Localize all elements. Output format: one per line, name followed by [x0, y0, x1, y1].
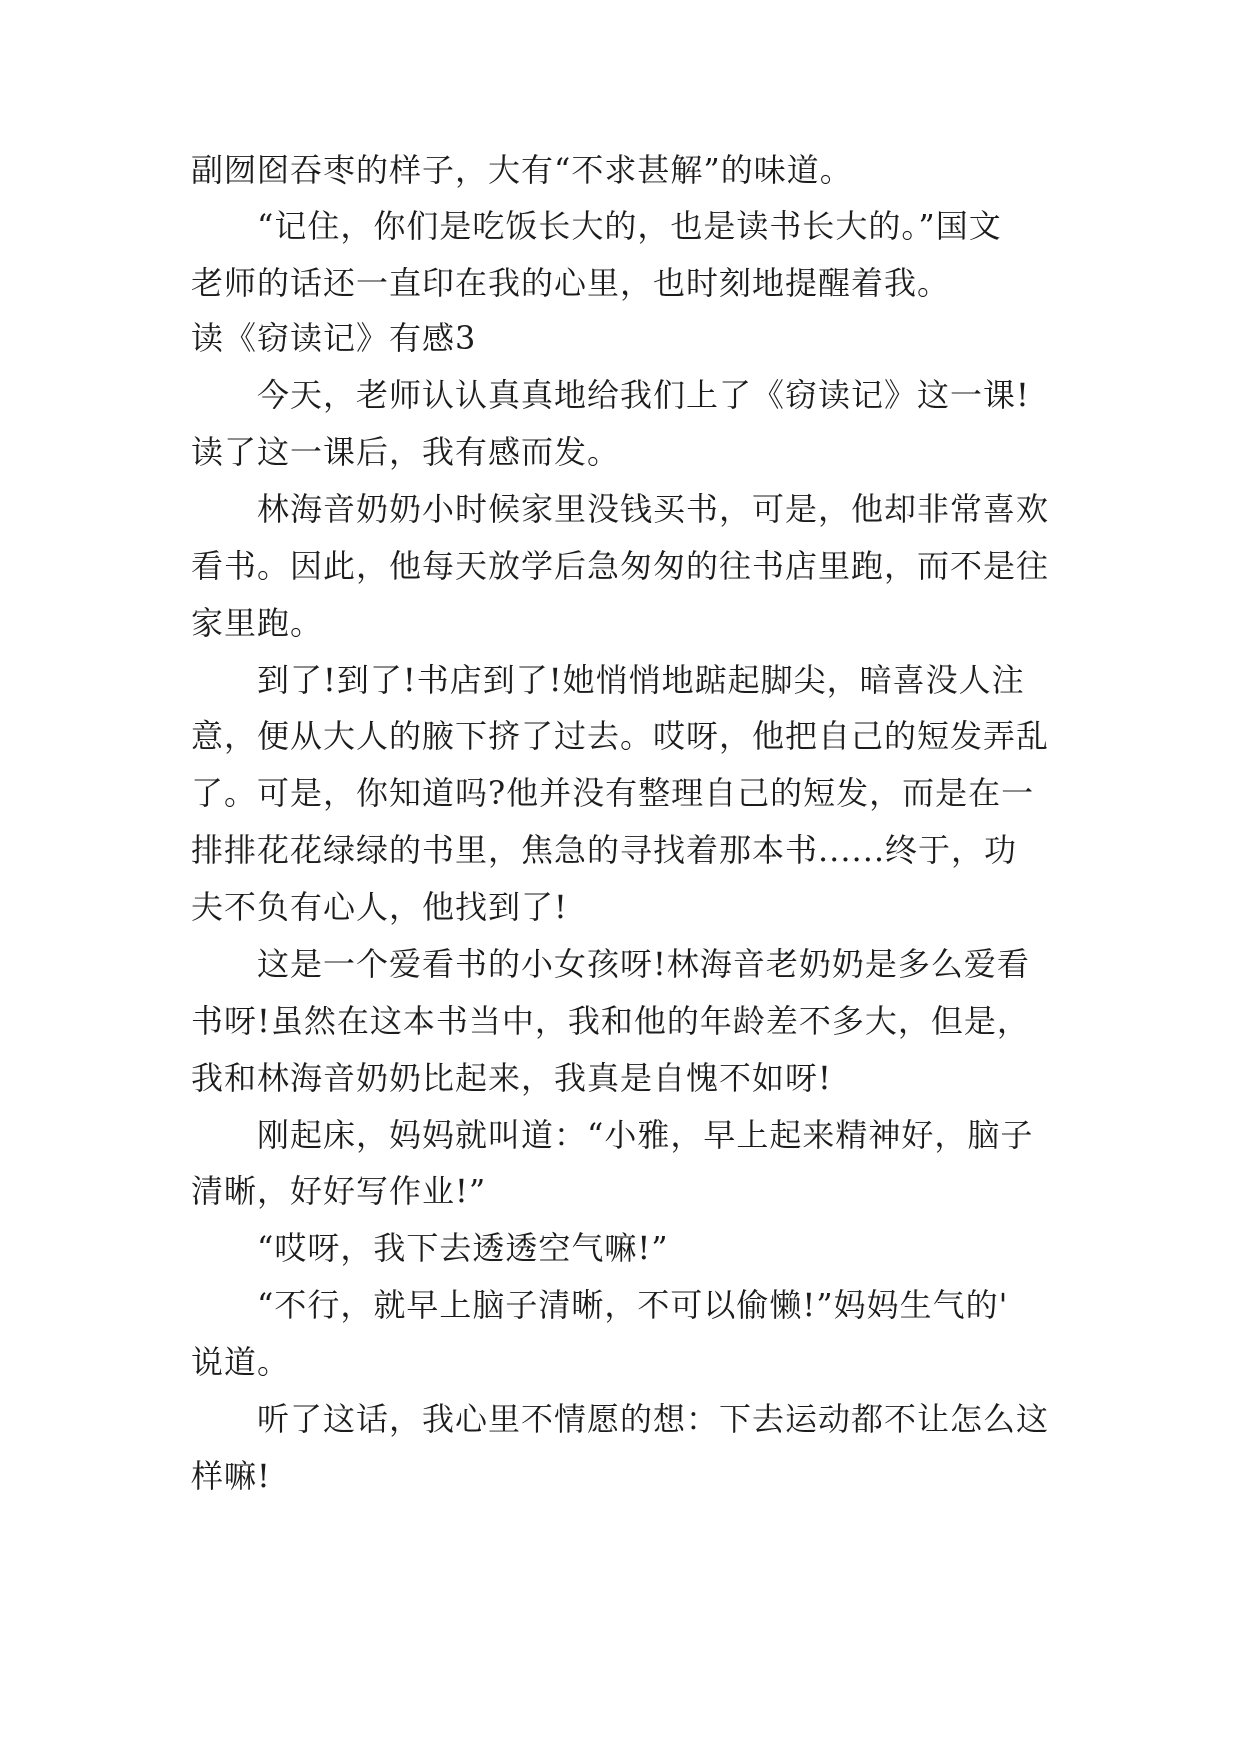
- text-line: 我和林海音奶奶比起来，我真是自愧不如呀!: [191, 1059, 832, 1097]
- text-line: 林海音奶奶小时候家里没钱买书，可是，他却非常喜欢: [257, 490, 1050, 528]
- section-heading: 读《窃读记》有感3: [191, 319, 477, 357]
- text-line: 读了这一课后，我有感而发。: [191, 433, 621, 471]
- text-line: 家里跑。: [191, 604, 324, 642]
- text-line: 今天，老师认认真真地给我们上了《窃读记》这一课!: [257, 376, 1030, 414]
- text-line: 副囫囵吞枣的样子，大有“不求甚解”的味道。: [191, 151, 853, 189]
- text-line: 书呀!虽然在这本书当中，我和他的年龄差不多大，但是，: [191, 1002, 1030, 1040]
- text-line: 说道。: [191, 1343, 291, 1381]
- text-line: “记住，你们是吃饭长大的，也是读书长大的。”国文: [257, 207, 1002, 245]
- text-line: 了。可是，你知道吗?他并没有整理自己的短发，而是在一: [191, 774, 1035, 812]
- text-line: 排排花花绿绿的书里，焦急的寻找着那本书......终于，功: [191, 831, 1018, 869]
- text-line: 意，便从大人的腋下挤了过去。哎呀，他把自己的短发弄乱: [191, 717, 1050, 755]
- text-line: “不行，就早上脑子清晰，不可以偷懒!”妈妈生气的': [257, 1286, 1009, 1324]
- text-line: “哎呀，我下去透透空气嘛!”: [257, 1229, 669, 1267]
- text-line: 清晰，好好写作业!”: [191, 1172, 487, 1210]
- text-line: 样嘛!: [191, 1457, 271, 1495]
- text-line: 夫不负有心人，他找到了!: [191, 888, 568, 926]
- text-line: 这是一个爱看书的小女孩呀!林海音老奶奶是多么爱看: [257, 945, 1030, 983]
- text-line: 听了这话，我心里不情愿的想：下去运动都不让怎么这: [257, 1400, 1050, 1438]
- text-line: 老师的话还一直印在我的心里，也时刻地提醒着我。: [191, 264, 951, 302]
- text-line: 到了!到了!书店到了!她悄悄地踮起脚尖，暗喜没人注: [257, 661, 1025, 699]
- text-line: 刚起床，妈妈就叫道：“小雅，早上起来精神好，脑子: [257, 1116, 1034, 1154]
- text-line: 看书。因此，他每天放学后急匆匆的往书店里跑，而不是往: [191, 547, 1050, 585]
